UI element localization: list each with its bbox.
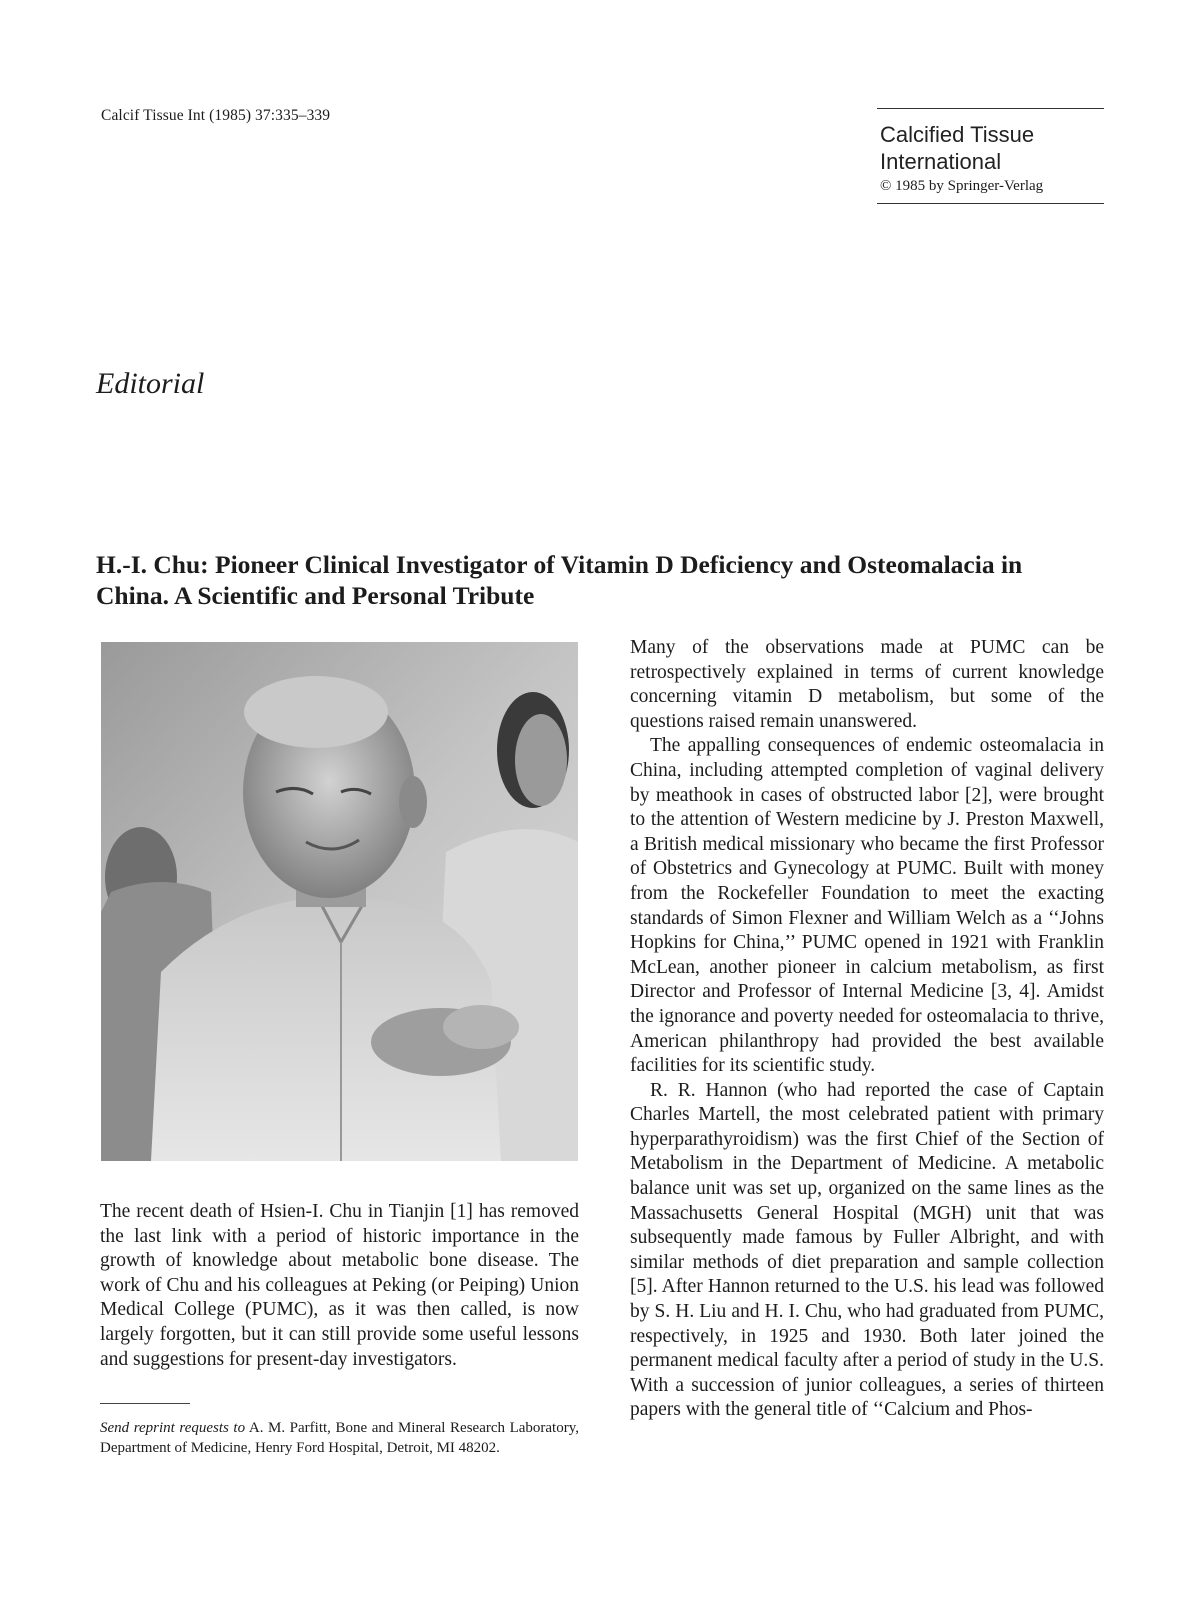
left-column bbox=[100, 1200, 579, 1372]
body-paragraph: Many of the observations made at PUMC can be retrospectively explained in terms of current knowledge concerning vitamin D metabolism, but some of the questions raised remain unanswered. bbox=[630, 637, 1104, 732]
journal-name-line1: Calcified Tissue bbox=[880, 122, 1035, 147]
article-title: H.-I. Chu: Pioneer Clinical Investigator of Vitamin D Deficiency and Osteomalacia in China. A Scientific and Personal Tribute bbox=[96, 550, 1023, 610]
footnote bbox=[100, 1418, 579, 1458]
footnote-lead: Send reprint requests to bbox=[100, 1420, 246, 1436]
footnote-text: A. M. Parfitt, Bone and Mineral Research Laboratory, Department of Medicine, Henry Ford Hospital, Detroit, MI 48202. bbox=[100, 1420, 579, 1456]
body-paragraph: R. R. Hannon (who had reported the case of Captain Charles Martell, the most celebrated patient with primary hyperparathyroidism) was the first Chief of the Section of Metabolism in the Department of Medicine. A metabolic balance unit was set up, organized on the same lines as the Massachusetts General Hospital (MGH) unit that was subsequently made famous by Fuller Albright, and with similar methods of diet preparation and sample collection [5]. After Hannon returned to the U.S. his lead was followed by S. H. Liu and H. I. Chu, who had graduated from PUMC, respectively, in 1925 and 1930. Both later joined the permanent medical faculty after a period of study in the U.S. With a succession of junior colleagues, a series of thirteen papers with the general title of ‘‘Calcium and Phos- bbox=[630, 1079, 1104, 1421]
body-paragraph: The appalling consequences of endemic osteomalacia in China, including attempted completion of vaginal delivery by meathook in cases of obstructed labor [2], were brought to the attention of Western medicine by J. Preston Maxwell, a British medical missionary who became the first Professor of Obstetrics and Gynecology at PUMC. Built with money from the Rockefeller Foundation to meet the exacting standards of Simon Flexner and William Welch as a ‘‘Johns Hopkins for China,’’ PUMC opened in 1921 with Franklin McLean, another pioneer in calcium metabolism, as first Director and Professor of Internal Medicine [3, 4]. Amidst the ignorance and poverty needed for osteomalacia to thrive, American philanthropy had provided the best available facilities for its scientific study. bbox=[630, 735, 1104, 1077]
journal-name-line2: International bbox=[880, 149, 1002, 174]
journal-citation: Calcif Tissue Int (1985) 37:335–339 bbox=[101, 107, 331, 124]
copyright-notice: © 1985 by Springer-Verlag bbox=[880, 178, 1044, 194]
section-label: Editorial bbox=[96, 367, 205, 400]
intro-paragraph: The recent death of Hsien-I. Chu in Tianjin [1] has removed the last link with a period of historic importance in the growth of knowledge about metabolic bone disease. The work of Chu and his colleagues at Peking (or Peiping) Union Medical College (PUMC), as it was then called, is now largely forgotten, but it can still provide some useful lessons and suggestions for present-day investigators. bbox=[100, 1201, 579, 1370]
portrait-photo bbox=[101, 642, 578, 1161]
footnote-rule bbox=[100, 1403, 190, 1404]
right-column bbox=[630, 636, 1104, 1423]
journal-masthead bbox=[877, 108, 1104, 204]
